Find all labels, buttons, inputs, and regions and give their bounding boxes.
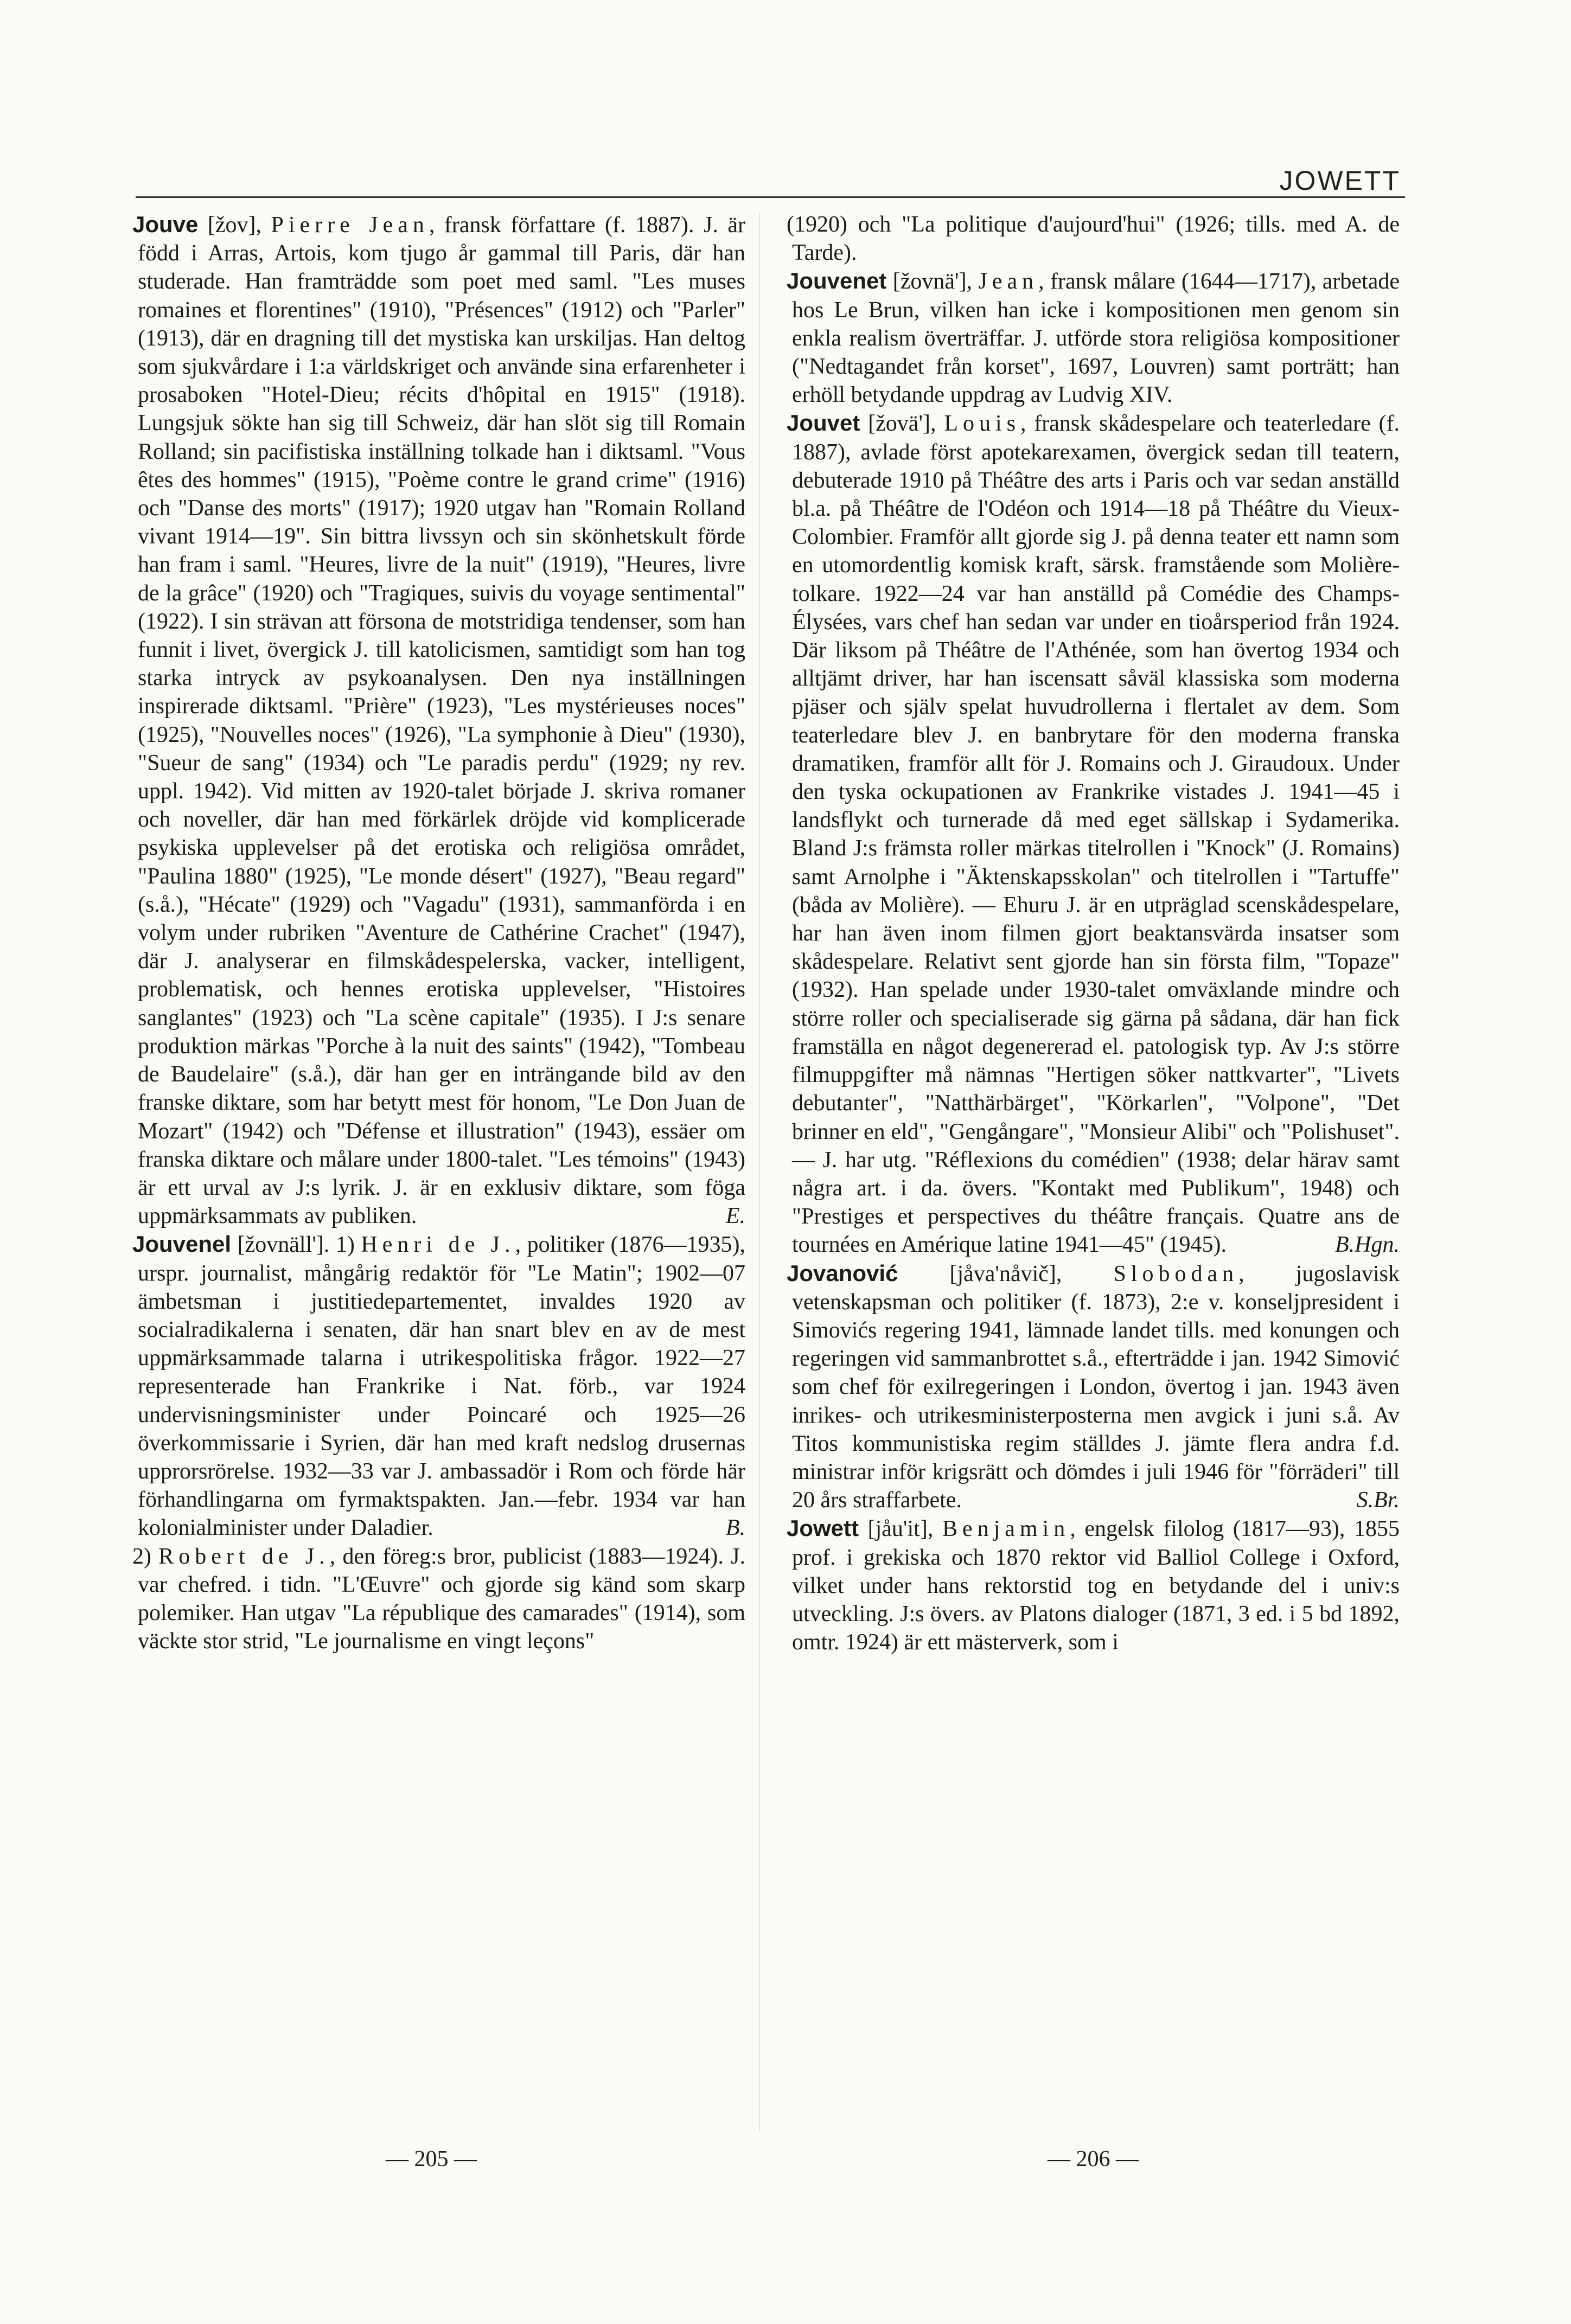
pron-jouvenel: [žovnäll']. 1)	[231, 1232, 361, 1258]
entry-jouvet	[787, 409, 1400, 1259]
headword-jowett: Jowett	[787, 1515, 859, 1541]
body-henri: , politiker (1876—1935), urspr. journalist, mångårig redaktör för "Le Matin"; 1902—07 ämbetsman i justitiedepartementet, invaldes 1920 av socialradikalerna i senaten, där han snart blev en av de mest uppmärksammade talarna i utrikespolitiska frågor. 1922—27 representerade han Frankrike i Nat. förb., var 1924 undervisningsminister under Poincaré och 1925—26 överkommissarie i Syrien, där han med kraft nedslog drusernas upprorsrörelse. 1932—33 var J. ambassadör i Rom och förde här förhandlingarna om fyrmaktspakten. Jan.—febr. 1934 var han kolonialminister under Daladier.	[138, 1232, 745, 1541]
body-robert: , den föreg:s bror, publicist (1883—1924). J. var chefred. i tidn. "L'Œuvre" och gjorde sig känd som skarp polemiker. Han utgav "La république des camarades" (1914), som väckte stor strid, "Le journalisme en vingt leçons"	[138, 1544, 745, 1654]
body-jouvet: , fransk skådespelare och teaterledare (f. 1887), avlade först apotekarexamen, övergick sedan till teatern, debuterade 1910 på Théâtre des arts i Paris och var sedan anställd bl.a. på Théâtre de l'Odéon och 1914—18 på Théâtre du Vieux-Colombier. Framför allt gjorde sig J. på denna teater ett namn som en utomordentlig komisk kraft, särsk. framstående som Molière-tolkare. 1922—24 var han anställd på Comédie des Champs-Élysées, vars chef han sedan var under en tioårsperiod från 1924. Där liksom på Théâtre de l'Athénée, som han övertog 1934 och alltjämt driver, har han iscensatt såväl klassiska som moderna pjäser och själv spelat huvudrollerna i flertalet av dem. Som teaterledare blev J. en banbrytare för den moderna franska dramatiken, framför allt för J. Romains och J. Giraudoux. Under den tyska ockupationen av Frankrike vistades J. 1941—45 i landsflykt och turnerade då med eget sällskap i Sydamerika. Bland J:s främsta roller märkas titelrollen i "Knock" (J. Romains) samt Arnolphe i "Äktenskapsskolan" och titelrollen i "Tartuffe" (båda av Molière). — Ehuru J. är en utpräglad scenskådespelare, har han även inom filmen gjort beaktansvärda insatser som skådespelare. Relativt sent gjorde han sin första film, "Topaze" (1932). Han spelade under 1930-talet omväxlande mindre och större roller och specialiserade sig gärna på sådana, där han fick framställa en något degenererad el. patologisk typ. Av J:s större filmuppgifter må nämnas "Hertigen söker nattkvarter", "Livets debutanter", "Natthärbärget", "Körkarlen", "Volpone", "Det brinner en eld", "Gengångare", "Monsieur Alibi" och "Polishuset". — J. har utg. "Réflexions du comédien" (1938; delar härav samt några art. i da. övers. "Kontakt med Publikum", 1948) och "Prestiges et perspectives du théâtre français. Quatre ans de tournées en Amérique latine 1941—45" (1945).	[792, 411, 1400, 1258]
pron-jowett: [jåu'it],	[859, 1516, 942, 1542]
headword-jovanovic: Jovanović	[787, 1260, 898, 1286]
given-name-jouve: Pierre Jean	[271, 213, 429, 238]
right-column	[787, 210, 1400, 1656]
pron-jouvet: [žovä'],	[860, 411, 944, 437]
body-jouvenel-cont: (1920) och "La politique d'aujourd'hui" (1926; tills. med A. de Tarde).	[787, 212, 1400, 266]
headword-jouvenel: Jouvenel	[132, 1231, 232, 1257]
given-name-jouvenet: Jean	[978, 269, 1039, 294]
page-number-right: — 206 —	[1048, 2147, 1139, 2172]
entry-jouve	[132, 210, 745, 1230]
pron-jouvenet: [žovnä'],	[886, 269, 979, 294]
column-gutter	[759, 212, 760, 2131]
body-jouve: , fransk författare (f. 1887). J. är född i Arras, Artois, kom tjugo år gammal till Paris, där han studerade. Han framträdde som poet med saml. "Les muses romaines et florentines" (1910), "Présences" (1912) och "Parler" (1913), där en dragning till det mystiska kan urskiljas. Han deltog som sjukvårdare i 1:a världskriget och använde sina erfarenheter i prosaboken "Hotel-Dieu; récits d'hôpital en 1915" (1918). Lungsjuk sökte han sig till Schweiz, där han slöt sig till Romain Rolland; sin pacifistiska inställning tolkade han i diktsaml. "Vous êtes des hommes" (1915), "Poème contre le grand crime" (1916) och "Danse des morts" (1917); 1920 utgav han "Romain Rolland vivant 1914—19". Sin bittra livssyn och sin skönhetskult förde han fram i saml. "Heures, livre de la nuit" (1919), "Heures, livre de la grâce" (1920) och "Tragiques, suivis du voyage sentimental" (1922). I sin strävan att försona de motstridiga tendenser, som han funnit i livet, övergick J. till katolicismen, samtidigt som han tog starka intryck av psykoanalysen. Den nya inställningen inspirerade diktsaml. "Prière" (1923), "Les mystérieuses noces" (1925), "Nouvelles noces" (1926), "La symphonie à Dieu" (1930), "Sueur de sang" (1934) och "Le paradis perdu" (1929; ny rev. uppl. 1942). Vid mitten av 1920-talet började J. skriva romaner och noveller, där han med förkärlek dröjde vid komplicerade psykiska upplevelser på det erotiska och religiösa området, "Paulina 1880" (1925), "Le monde désert" (1927), "Beau regard" (s.å.), "Hécate" (1929) och "Vagadu" (1931), sammanförda i en volym under rubriken "Aventure de Cathérine Crachet" (1947), där J. analyserar en filmskådespelerska, vacker, intelligent, problematisk, och hennes erotiska upplevelser, "Histoires sanglantes" (1923) och "La scène capitale" (1935). I J:s senare produktion märkas "Porche à la nuit des saints" (1942), "Tombeau de Baudelaire" (s.å.), där han ger en inträngande bild av den franske diktare, som har betytt mest för honom, "Le Don Juan de Mozart" (1942) och "Défense et illustration" (1943), essäer om franska diktare och målare under 1800-talet. "Les témoins" (1943) är ett urval av J:s lyrik. J. är en exklusiv diktare, som föga uppmärksammats av publiken.	[138, 213, 745, 1229]
entry-jouvenel	[132, 1230, 745, 1542]
body-jovanovic: , jugoslavisk vetenskapsman och politiker (f. 1873), 2:e v. konseljpresident i Simovićs regering 1941, lämnade landet tills. med konungen och regeringen vid sammanbrottet s.å., efterträdde i jan. 1942 Simović som chef för exilregeringen i London, övertog i jan. 1943 även inrikes- och utrikesministerposterna men avgick i juni s.å. Av Titos kommunistiska regim ställdes J. jämte flera andra f.d. ministrar inför krigsrätt och dömdes i juli 1946 för "förräderi" till 20 års straffarbete.	[792, 1261, 1400, 1513]
headword-jouvet: Jouvet	[787, 410, 860, 436]
given-name-henri: Henri de J.	[361, 1232, 515, 1258]
entry-jouvenel-robert	[132, 1542, 745, 1656]
body-jowett: , engelsk filolog (1817—93), 1855 prof. i grekiska och 1870 rektor vid Balliol College i Oxford, vilket under hans rektorstid tog en betydande del i univ:s utveckling. J:s övers. av Platons dialoger (1871, 3 ed. i 5 bd 1892, omtr. 1924) är ett mästerverk, som i	[792, 1516, 1400, 1655]
header-rule	[136, 196, 1405, 198]
given-name-jouvet: Louis	[944, 411, 1020, 437]
body-jouvenet: , fransk målare (1644—1717), arbetade hos Le Brun, vilken han icke i kompositionen men genom sin enkla realism överträffar. J. utförde stora religiösa kompositioner ("Nedtagandet från korset", 1697, Louvren) samt porträtt; han erhöll betydande uppdrag av Ludvig XIV.	[792, 269, 1400, 408]
pron-jouve: [žov],	[198, 213, 271, 238]
entry-jowett	[787, 1514, 1400, 1656]
entry-jouvenel-continued	[787, 210, 1400, 267]
running-head: JOWETT	[1279, 165, 1401, 196]
pron-jovanovic: [jåva'nåvič],	[898, 1261, 1114, 1286]
headword-jouvenet: Jouvenet	[787, 268, 887, 294]
signature-jovanovic: S.Br.	[1356, 1488, 1400, 1513]
signature-jouvet: B.Hgn.	[1335, 1232, 1400, 1258]
given-name-jovanovic: Slobodan	[1113, 1261, 1239, 1286]
entry-jouvenet	[787, 267, 1400, 409]
sub-prefix-robert: 2)	[132, 1544, 159, 1569]
headword-jouve: Jouve	[132, 212, 199, 237]
given-name-robert: Robert de J.	[158, 1544, 330, 1569]
page-number-left: — 205 —	[386, 2147, 477, 2172]
given-name-jowett: Benjamin	[942, 1516, 1070, 1542]
entry-jovanovic	[787, 1259, 1400, 1515]
signature-jouve: E.	[725, 1203, 745, 1229]
left-column	[132, 210, 745, 1655]
signature-henri: B.	[725, 1515, 745, 1541]
